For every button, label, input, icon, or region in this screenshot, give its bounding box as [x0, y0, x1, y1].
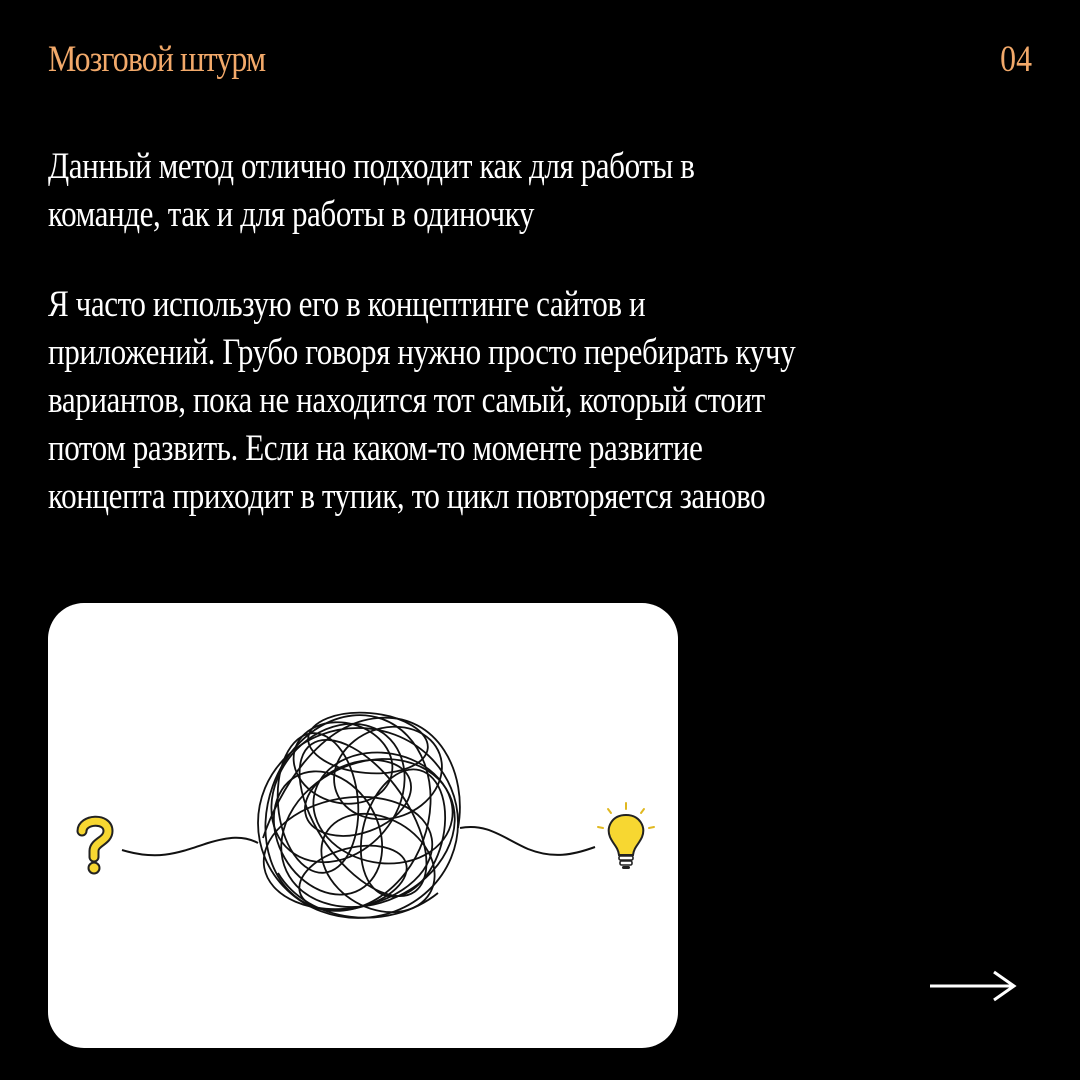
paragraph-line: вариантов, пока не находится тот самый, который стоит: [48, 380, 765, 421]
paragraph-line: Я часто использую его в концептинге сайтов и: [48, 284, 646, 325]
light-bulb-icon: [598, 803, 654, 869]
page-title: Мозговой штурм: [48, 39, 266, 80]
tangle-illustration: [48, 603, 678, 1048]
paragraph-line: потом развить. Если на каком-то моменте развитие: [48, 428, 703, 469]
question-mark-icon: [82, 821, 108, 873]
page-number: 04: [1000, 39, 1032, 80]
paragraph-line: концепта приходит в тупик, то цикл повторяется заново: [48, 476, 766, 517]
paragraph-line: Данный метод отлично подходит как для работы в: [48, 146, 695, 187]
right-arrow-icon[interactable]: [928, 966, 1018, 1006]
paragraph-line: приложений. Грубо говоря нужно просто перебирать кучу: [48, 332, 796, 373]
left-line: [122, 838, 258, 856]
tangle-ball: [239, 692, 480, 935]
right-line: [460, 827, 595, 855]
body-paragraph: [48, 281, 888, 521]
intro-paragraph: [48, 143, 888, 239]
illustration-card: [48, 603, 678, 1048]
paragraph-line: команде, так и для работы в одиночку: [48, 194, 535, 235]
